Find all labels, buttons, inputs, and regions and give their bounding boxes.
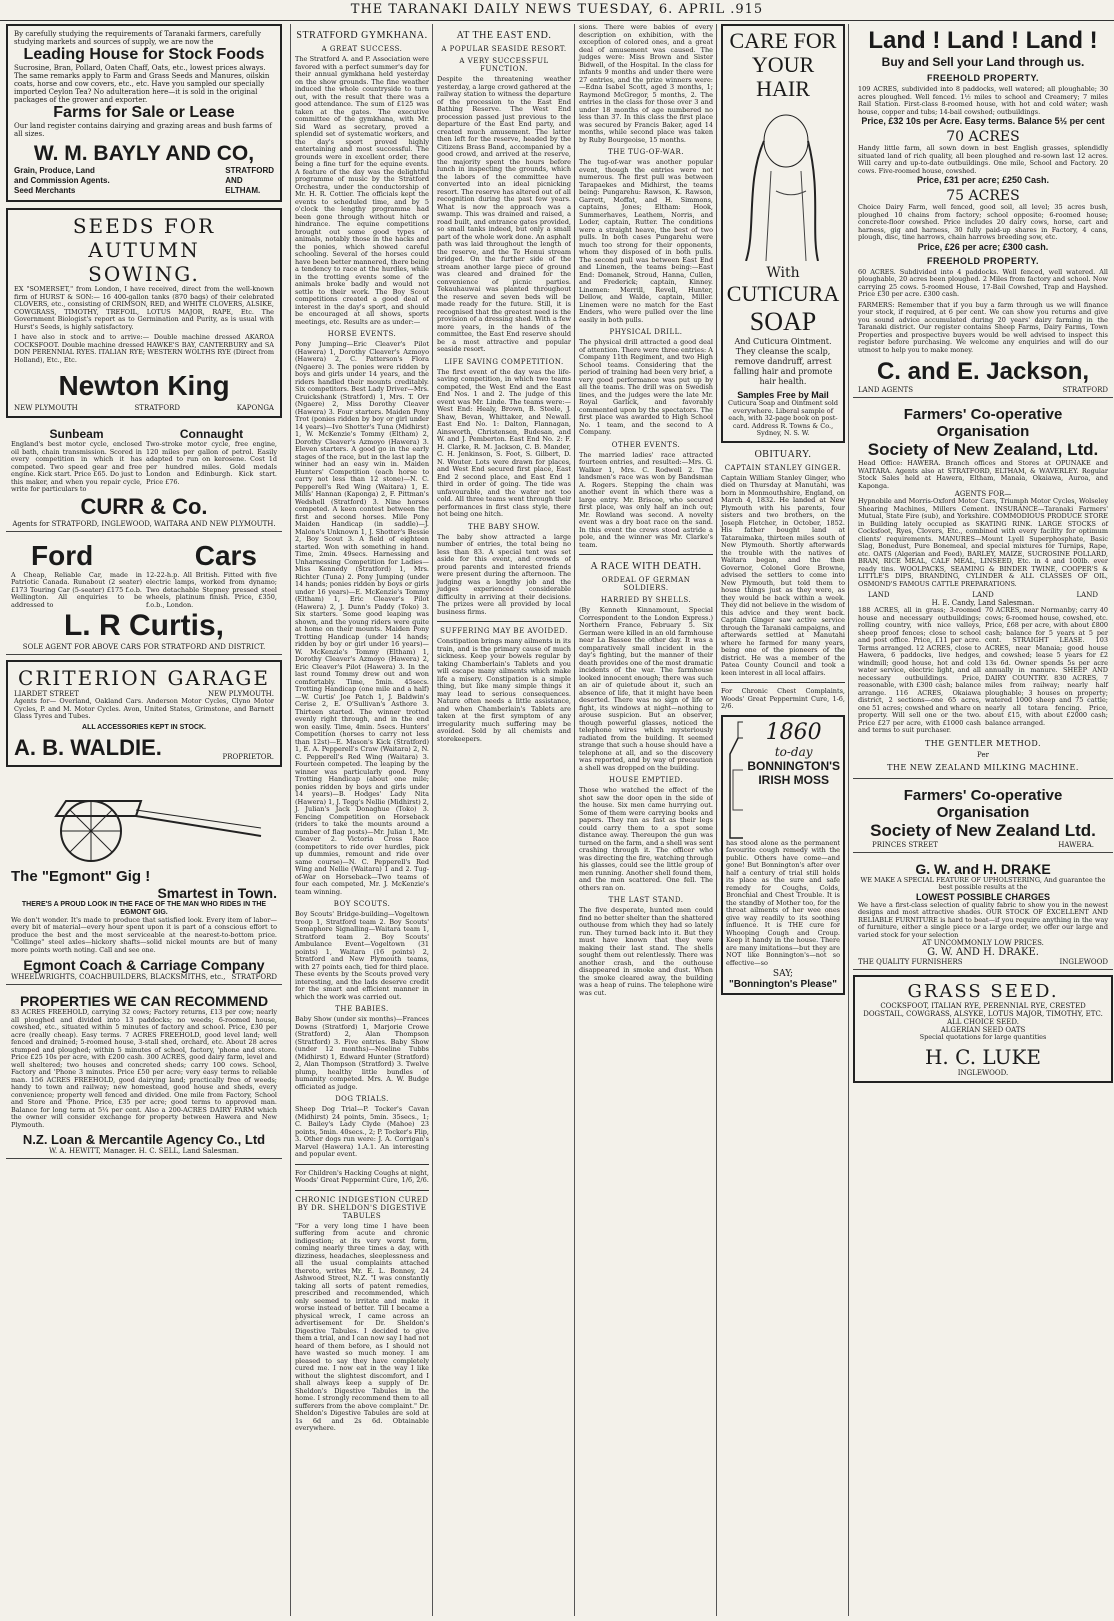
cuticura-text: And Cuticura Ointment. They cleanse the scalp, remove dandruff, arrest falling hair and promote hair health. bbox=[733, 337, 833, 386]
waldie-name: A. B. WALDIE. bbox=[14, 734, 162, 760]
cuticura-name: CUTICURA bbox=[726, 281, 840, 306]
property-70-heading: 70 ACRES bbox=[946, 129, 1020, 145]
ford-text-1: A Cheap, Reliable Car, made in Patriotic Canada. Runabout (2 seater) £173 Touring Car (5-seater) £175 f.o.b. Wellington. All enquiries to be addressed to bbox=[11, 570, 142, 609]
egmont-footer bbox=[11, 973, 277, 981]
bayly-intro: By carefully studying the requirements of Taranaki farmers, carefully studying markets and sources of supply, we are now the bbox=[14, 30, 261, 46]
east-end-sub-2: A VERY SUCCESSFUL FUNCTION. bbox=[459, 57, 549, 73]
farmers2-city: HAWERA. bbox=[1058, 840, 1094, 849]
gymkhana-intro: The Stratford A. and P. Association were favored with a perfect summer's day for their annual gymkhana held yesterday on the show grounds. The fine weather induced the whole countryside to turn out, with the result that there was a good attendance. The sum of £125 was taken at the gates. The executive committee of the gymkhana, with Mr. Sid Ward as secretary, proved a splendid set of systematic workers, and the day's sport proved highly entertaining and most successful. The grounds were in excellent order, there being a fine turf for the equine events. A feature of the day was the delightful programme of music by the Stratford Orchestra, under the conductorship of Mr. H. R. Cottier. The officials kept the events to scheduled time, and by 5 o'clock the lengthy programme had been gone through without hitch or hindrance. The equine competitions brought out some good types of animals, notably those in the hacks and the ponies, which showed careful schooling. Several of the horses could have been better mannered, there being a tendency to race at the hurdles, while in the trotting events some of the animals broke badly and would not settle to their work. The Boy Scout competitions created a good deal of interest in the day's sport, and should be encouraged at all shows, sports meetings, etc. Results are as under:— bbox=[295, 55, 429, 326]
suffering-heading: SUFFERING MAY BE AVOIDED. bbox=[440, 627, 568, 635]
bonnington-advert bbox=[721, 715, 845, 996]
candy-name: H. E. Candy, Land Salesman. bbox=[931, 599, 1035, 607]
chest-cure-ad: For Chronic Chest Complaints, Woods' Great Peppermint Cure, 1-6, 2/6. bbox=[721, 687, 845, 710]
curtis-sub: SOLE AGENT FOR ABOVE CARS FOR STRATFORD AND DISTRICT. bbox=[22, 643, 266, 651]
land-row bbox=[858, 591, 1108, 599]
farmers2-street: PRINCES STREET bbox=[872, 840, 938, 849]
curr-agents: Agents for STRATFORD, INGLEWOOD, WAITARA AND NEW PLYMOUTH. bbox=[12, 519, 276, 528]
last-stand-text: The five desperate, hunted men could find no better shelter than the shattered outhouse from which they had so lately run. They turned back into it. But they must have known that they were making their last stand. The shells sought them out relentlessly. There was another crash, and the outhouse disappeared in smoke and dust. When the smoke cleared away, the building was a heap of ruins. The telephone wire was cut. bbox=[579, 906, 713, 997]
garage-heading: CRITERION GARAGE bbox=[18, 666, 270, 690]
bayly-place-2: AND bbox=[225, 176, 243, 185]
grass-list: COCKSFOOT, ITALIAN RYE, PERENNIAL RYE, CRESTED DOGSTAIL, COWGRASS, ALSYKE, LOTUS MAJOR, TIMOTHY, ETC. bbox=[863, 1002, 1103, 1018]
ford-heading bbox=[11, 540, 277, 572]
drake-place: INGLEWOOD bbox=[1059, 958, 1108, 966]
land-word-3: LAND bbox=[1076, 591, 1098, 599]
curtis-name: L. R Curtis, bbox=[63, 609, 224, 642]
obituary-sub: CAPTAIN STANLEY GINGER. bbox=[724, 463, 842, 472]
bayly-place-1: STRATFORD bbox=[225, 166, 274, 175]
drake-name: G. W. AND H. DRAKE. bbox=[927, 947, 1039, 958]
bonnington-please: "Bonnington's Please" bbox=[729, 979, 837, 990]
column-5 bbox=[716, 24, 845, 1616]
bayly-heading-farms: Farms for Sale or Lease bbox=[53, 104, 235, 121]
other-events-heading: OTHER EVENTS. bbox=[611, 440, 681, 449]
dog-trials-text: Sheep Dog Trial—P. Tocker's Cavan (Midhirst) 24 points, 5min. 35secs., 1; C. Bailey's Lady Clyde (Mahoe) 23 points, 5min. 40secs., 2; P. Tocker's Flip, 3. Other dogs run were: J. A. Corrigan's Marvel (Hawera) 1.A.1. An interesting and popular event. bbox=[295, 1105, 429, 1158]
bonnington-name-1: BONNINGTON'S bbox=[747, 758, 840, 773]
farmers-text-1: Head Office: HAWERA. Branch offices and Stores at OPUNAKE and WAITARA. Agents also at STRATFORD, ELTHAM, & WAVERLEY. Regular Stock Sales held at Hawera, Eltham, Manaia, Okaiawa, Auroa, and Kaponga. bbox=[858, 459, 1108, 490]
properties-heading: PROPERTIES WE CAN RECOMMEND bbox=[19, 993, 269, 1009]
ford-word: Ford bbox=[31, 539, 94, 571]
gig-illustration bbox=[11, 776, 275, 864]
bayly-place-3: ELTHAM. bbox=[225, 186, 261, 195]
bayly-footer bbox=[14, 166, 274, 196]
property-75-heading: 75 ACRES bbox=[946, 188, 1020, 204]
farmers2-heading-2: Society of New Zealand Ltd. bbox=[870, 820, 1096, 840]
garage-advert bbox=[6, 660, 282, 767]
babies-heading: THE BABIES. bbox=[335, 1005, 389, 1013]
jackson-place: STRATFORD bbox=[1062, 386, 1108, 394]
cuticura-with: With bbox=[766, 265, 800, 281]
babies-text: Baby Show (under six months)—Frances Downs (Stratford) 1, Marjorie Crowe (Stratford) 2, Alan Thompson (Stratford) 3. Five entries. Baby Show (under 12 months)—Noeline Tubbs (Midhirst) 1, Edward Hunter (Stratford) 2, Alan Thompson (Stratford) 3. Twelve plump, healthy little bundles of humanity competed. Mrs. A. W. Budge officiated as judge. bbox=[295, 1015, 429, 1091]
nz-loan-names: W. A. HEWITT, Manager. H. C. SELL, Land Salesman. bbox=[49, 1147, 239, 1155]
land-heading: Land ! Land ! Land ! bbox=[868, 27, 1098, 54]
newton-king-name: Newton King bbox=[58, 370, 230, 401]
last-stand-heading: THE LAST STAND. bbox=[608, 896, 684, 904]
garage-city: NEW PLYMOUTH. bbox=[208, 690, 274, 698]
drake-advert bbox=[853, 858, 1113, 971]
seed-oats: ALGERIAN SEED OATS bbox=[940, 1026, 1026, 1034]
gig-subtitle: Smartest in Town. bbox=[157, 884, 277, 901]
gig-text: We don't wonder. It's made to produce that satisfied look. Every item of labor—every bit of material—every hour spent upon it is part of a conscious effort to produce the best and the most serviceable at the nearest-to-bottom price. "Collinge" steel axles—hickory shafts—solid nickel mounts are but of many more points worth noting. Call and see one. bbox=[11, 915, 277, 954]
cuticura-small-print: Cuticura Soap and Ointment sold everywhere. Liberal sample of each, with 32-page book on post-card. Address R. Towns & Co., Sydney, N. S. W. bbox=[727, 399, 839, 437]
land-word-2: LAND bbox=[972, 591, 994, 599]
bayly-farms-text: Our land register contains dairying and grazing areas and bush farms of all sizes. bbox=[14, 122, 272, 138]
digestive-text: "For a very long time I have been suffering from acute and chronic indigestion; at its very worst form, coming nearly three times a day, with dizziness, headaches, sleeplessness and all the usual complaints attached thereto, writes Mr. E. L. Bonney, 24 Ashwood Street, N.Z. "I was constantly taking all sorts of patent remedies, prescribed and recommended, which only seemed to irritate and make it worse instead of better. Till I became a physical wreck, I came across an advertisement for Dr. Sheldon's Digestive Tabules. I decided to give them a trial, and I can now say I had not heard of them before, as I should not have wasted so much money. I am pleased to say they have completely cured me. I now eat in the way I like without the slightest discomfort, and I shall always keep a supply of Dr. Sheldon's Digestive Tabules in the home. I strongly recommend them to all sufferers from the above complaint." Dr. Sheldon's Digestive Tabules are sold at 1s 6d and 2s 6d. Obtainable everywhere. bbox=[295, 1221, 429, 1432]
egmont-company: Egmont Coach & Carriage Company bbox=[23, 957, 265, 973]
race-sub-2: HARRIED BY SHELLS. bbox=[600, 596, 692, 604]
drake-low-prices: AT UNCOMMONLY LOW PRICES. bbox=[922, 939, 1044, 947]
gig-heading-2: THERE'S A PROUD LOOK IN THE FACE OF THE MAN WHO RIDES IN THE EGMONT GIG. bbox=[21, 900, 267, 916]
farmers-text-2: Hypnobile and Morris-Oxford Motor Cars, Triumph Motor Cycles, Wolseley Shearing Machines, Millers Cement. INSURANCE—Taranaki Farmers' Mutual, State Fire (sub), and Yorkshire. COMMODIOUS PRODUCE STORE in Building lately occupied as SKATING RINK. LARGE STOCKS of Cocksfoot, Ryes, Clovers, Etc., combined with every facility for optimum clients' requirements. MANURES—Mount Lyell Superphosphate, Basic Slag, Bonedust, Pure Bonemeal, and special mixtures for Turnips, Rape, etc. OATS (Algerian and Feed), BARLEY, MAIZE, SUCROSINE POLLARD, BRAN, RICE MEAL, CALF MEAL, LINSEED, Etc. in 4 and 100lb. ever ready tins. WOOLPACKS, SEAMING & BINDER TWINE, COOPER'S & LITTLE'S DIPS, BRANDING, CYLINDER & ALL CLASSES OF OIL, OSMOND'S FAMOUS CATTLE PREPARATIONS. bbox=[858, 497, 1108, 588]
land-word-1: LAND bbox=[868, 591, 890, 599]
seeds-text: EX "SOMERSET," from London, I have received, direct from the well-known firm of HURST & SON:— 16 400-gallon tanks (870 bags) of their celebrated CLOVERS, etc., consisting of CRIMSON, RED, and WHITE CLOVERS, ALSIKE, COWGRASS, TIMOTHY, TREFOIL, LOTUS MAJOR, RAPE, Etc. The Government Biologist's report as to Germination and Purity, as is usual with Hurst's Seeds, is highly satisfactory. bbox=[14, 285, 274, 331]
column-4 bbox=[574, 24, 713, 1616]
garage-accessories: ALL ACCESSORIES KEPT IN STOCK. bbox=[82, 723, 206, 731]
digestive-heading: CHRONIC INDIGESTION CURED BY DR. SHELDON'S DIGESTIVE TABULES bbox=[295, 1195, 429, 1220]
baby-show-heading: THE BABY SHOW. bbox=[467, 522, 540, 531]
bayly-heading-stock: Leading House for Stock Foods bbox=[23, 46, 265, 63]
farmers-coop-advert-2 bbox=[853, 784, 1113, 853]
egmont-gig-advert bbox=[6, 773, 282, 986]
property-109-text: 109 ACRES, subdivided into 8 paddocks, well watered; all ploughable; 30 acres ploughed. Well fenced. 1½ miles to school and Creamery; 7 miles Rail Station. First-class 8-roomed house, with hot and cold water; wash house, copper and tubs; 14-bail cowshed; outbuildings. bbox=[858, 85, 1108, 116]
farmers-note: FARMERS: Remember that if you buy a farm through us we will finance your stock, if required, at 6 per cent. We can show you returns and give you sound advice accumulated during 20 years' dairy farming in the Taranaki district. Our register contains Sheep Farms, Dairy Farms, Town Properties and prospective buyers would be well advised to inspect this register before purchasing. We welcome any enquiries and will do our utmost to help you to make money. bbox=[858, 300, 1108, 354]
tug-of-war-heading: THE TUG-OF-WAR. bbox=[608, 148, 684, 156]
properties-advert bbox=[6, 990, 282, 1159]
drake-lowest: LOWEST POSSIBLE CHARGES bbox=[915, 891, 1050, 902]
farmers-coop-advert bbox=[853, 403, 1113, 779]
connaught-text: Two-stroke motor cycle, free engine, 120 miles per gallon of petrol. Easily adapted to run on kerosene. Cost 1d per hundred miles. Gold medals London and Edinburgh. Kick start. Price £76. bbox=[146, 440, 277, 486]
milking-machine: THE NEW ZEALAND MILKING MACHINE. bbox=[887, 762, 1079, 772]
physical-drill-text: The physical drill attracted a good deal of attention. There were three entries: A Company 11th Regiment, and two High School teams. Considering that the period of training had been very brief, a very good performance was put up by all the teams. The drill was on Swedish lines, and the judges were the late Mr. Royal Garlick, and favorably commented upon by the spectators. The first place was awarded to High School No. 1 team, and the second to A Company. bbox=[579, 338, 713, 436]
newton-places bbox=[14, 404, 274, 412]
east-end-text: Despite the threatening weather yesterday, a large crowd gathered at the railway station to witness the departure of the procession to the East End Bathing Reserve. The West End procession passed just previous to the departure of the East End party, and created much amusement. The latter then left for the reserve, headed by the Citizens Brass Band, accompanied by a good crowd, and arrived at the reserve, the majority spent the hours before lunch in inspecting the grounds, which the labors of the committee have converted into an ideal picnicking resort. The reserve has altered out of all recognition during the past few years. What is now the approach was a swamp. This was drained and raised, a road built, and entrance gates provided, so small tanks indeed, but only a small part of the whole work done. An asphalt path was laid throughout the length of the reserve, and the Te Henui stream bridged. On the further side of the stream another large piece of ground was cleared and drained for the convenience of picnic parties. Tekauhauwai was planted throughout the reserve and seven beds will be made ready for the future. Still, it is recognised that the greatest need is the provision of a dressing shed. With a few more years, in the hands of the committee, the East End reserve should be a most attractive and popular seaside resort. bbox=[437, 75, 571, 353]
freehold-heading-2: FREEHOLD PROPERTY. bbox=[926, 255, 1039, 266]
grass-choice: ALL CHOICE SEED. bbox=[947, 1018, 1019, 1026]
boy-scouts-text: Boy Scouts' Bridge-building—Vogeltown troop 1, Stratford team 2. Boy Scouts' Semaphore Signalling—Waitara team 1, Stratford team 2. Boy Scouts' Ambulance Event—Vogeltown (31 points) 1, Waitara (16 points) 2, Stratford and New Plymouth teams, with 27 points each, tied for third place. These events by the Scouts proved very interesting, and the lads deserve credit for the smart and efficient manner in which the work was carried out. bbox=[295, 910, 429, 1001]
life-saving-text: The first event of the day was the life-saving competition, in which two teams competed, the West End and the East End Nos. 1 and 2. The judge of this event was Mr. Linde. The teams were:—West End: Healy, Brown, B. Steele, J. Shaw, Bevan, Whittaker, and Newall. East End No. 1: Dalton, Flannagan, Ainsworth, Christensen, Budesan, and W. and J. Pemberton. East End No. 2: F. H. Clarke, R. M. Jackson, C. B. Mander, C. H. Jenkinson, S. Foot, S. Gilbert, D. N. Wouter. Lots were drawn for places, and West End secured first place, East End 2 second place, and East End 1 third in order of going. The tide was unfavourable, and the water not too cold. All three teams went through their performances in first class style, there not being one hitch. bbox=[437, 367, 571, 518]
curr-name: CURR & Co. bbox=[80, 493, 208, 519]
life-saving-heading: LIFE SAVING COMPETITION. bbox=[444, 357, 564, 366]
garage-street: LIARDET STREET bbox=[14, 690, 79, 698]
farmers-heading-1: Farmers' Co-operative Organisation bbox=[903, 406, 1063, 440]
ford-advert bbox=[6, 537, 282, 656]
grass-seed-advert bbox=[853, 975, 1113, 1083]
bayly-advert bbox=[6, 24, 282, 202]
property-70-price: Price, £31 per acre; £250 Cash. bbox=[916, 175, 1050, 185]
property-75-price: Price, £26 per acre; £300 cash. bbox=[917, 241, 1049, 252]
seeds-text-2: I have also in stock and to arrive:— Double machine dressed AKAROA COCKSFOOT. Double machine dressed HAWKE'S BAY, CANTERBURY and SA DON PERENNIAL RYES. ITALIAN RYE; WESTERN WOLTHS RYE (Direct from Holland), Etc., Etc. bbox=[14, 333, 274, 364]
property-109-price: Price, £32 10s per Acre. Easy terms. Balance 5½ per cent bbox=[861, 116, 1105, 126]
woman-hair-illustration bbox=[726, 101, 838, 261]
obituary-text: Captain William Stanley Ginger, who died on Thursday at Manutahi, was born in Monmouthshire, England, on March 4, 1832. He landed at New Plymouth with his parents, four sisters and two brothers, on the Joseph Fletcher, in October, 1852. His father bought land at Tataraimaka, thirteen miles south of New Plymouth. Shortly afterwards the trouble with the natives of Waitara began, and the then Governor, Colonel Gore Browne, advised the settlers to come into New Plymouth, but told them to house things just as they were, as they would be back within a week. They did not believe in the wisdom of this advice and they went back. Captain Ginger saw active service through the Taranaki campaigns, and afterwards settled at Manutahi where he farmed for many years, being one of the pioneers of the district. He was a member of the Patea County Council and took a keen interest in all local affairs. bbox=[721, 473, 845, 677]
column-3 bbox=[432, 24, 571, 1616]
bonnington-year: 1860 bbox=[765, 719, 822, 745]
egmont-trades: WHEELWRIGHTS, COACHBUILDERS, BLACKSMITHS, etc., bbox=[11, 973, 226, 981]
bonnington-text: has stood alone as the permanent favourite cough remedy with the public. Others have come—and gone! But Bonnington's after over half a century of trial still holds its place as the sure and safe remedy for Coughs, Colds, Bronchial and Chest Trouble. It is the standby of Mother too, for the throat ailments of her wee ones give way readily to its soothing influence. It is THE cure for Whooping Cough and Croup. Keep it handy in the house. There are many imitations—but they are NOT like Bonnington's—not so effective—so bbox=[726, 838, 840, 967]
race-text: (By Kenneth Kinnamount, Special Correspondent to the London Express.) Northern France, February 5. Six German were killed in an old farmhouse near La Bassee the other day. It was a comparatively small incident in the day's fighting, but the manner of their death provides one of the most dramatic incidents of the war. The farmhouse looked innocent enough; there was such an air of quietude about it, such an absence of life, that it might have been deserted. There was no sign of life or fight, its windows at night—nothing to arouse suspicion. But an observer, though powerful glasses, noticed the telephone wires which mysteriously radiated from the building. It seemed strange that such a house should have a telephone at all, and so the discovery was reported, and by way of precaution a shell was dropped on the building. bbox=[579, 606, 713, 772]
grass-heading: GRASS SEED. bbox=[907, 981, 1059, 1002]
per-word: Per bbox=[977, 750, 989, 759]
seeds-advert bbox=[6, 208, 282, 418]
cuticura-advert bbox=[721, 24, 845, 443]
gymkhana-title: STRATFORD GYMKHANA. bbox=[296, 30, 428, 41]
connaught-heading: Connaught bbox=[179, 427, 244, 441]
bonnington-name-2: IRISH MOSS bbox=[758, 772, 830, 787]
horse-events-heading: HORSE EVENTS. bbox=[327, 330, 397, 338]
farmers-heading-2: Society of New Zealand, Ltd. bbox=[867, 440, 1099, 459]
cuticura-heading-2: YOUR HAIR bbox=[751, 52, 815, 101]
column-1 bbox=[6, 24, 282, 1616]
drake-quality: THE QUALITY FURNISHERS bbox=[858, 958, 963, 966]
quotations: Special quotations for large quantities bbox=[919, 1033, 1047, 1041]
masthead: THE TARANAKI DAILY NEWS TUESDAY, 6. APRIL .915 bbox=[0, 0, 1114, 21]
jackson-land-advert bbox=[853, 24, 1113, 398]
jackson-land-agents: LAND AGENTS bbox=[858, 386, 914, 394]
cuticura-heading-1: CARE FOR bbox=[729, 28, 837, 53]
jackson-name: C. and E. Jackson, bbox=[876, 358, 1090, 385]
newton-place-1: NEW PLYMOUTH bbox=[14, 404, 78, 412]
drake-footer bbox=[858, 958, 1108, 966]
drake-text-1: WE MAKE A SPECIAL FEATURE OF UPHOLSTERING, And guarantee the best possible results at the bbox=[860, 875, 1106, 891]
gentler-heading: THE GENTLER METHOD. bbox=[924, 738, 1042, 748]
candy-text-1: 188 ACRES, all in grass; 3-roomed house and necessary outbuildings; rolling country, with nice valleys, sheep proof fences; close to school and post office. Price, £11 per acre. Terms arranged. 12 ACRES, close to Hawera, 6 paddocks, live hedges, windmill; good house, hot and cold water service, electric light, and all necessary outbuildings. Price, reasonable, with £300 cash; balance arrange. 116 ACRES, Okaiawa district, 2 sections—one 65 acres, one 51 acres; cowshed and whare on property. Will sell one or the two. Price £27 per acre, with £1000 cash and terms to suit purchaser. bbox=[858, 606, 981, 734]
waldie-prop: PROPRIETOR. bbox=[222, 752, 274, 761]
candy-text-2: 70 ACRES, near Normanby; carry 40 cows; 6-roomed house, cowshed, etc. Price, £68 per acre, with about £800 cash; balance for 5 years at 5 per cent. STRAIGHT LEASE. 103 ACRES, near Manaia; good house and cowshed; lease 5 years for £2 13s 6d. Owner spends 5s per acre annually in manure. SHEEP AND DAIRY COUNTRY. 830 ACRES, 7 miles from railway; nearly half ploughable; 3 houses on property; watered 1000 sheep and 75 cattle; nearly all totara fencing. Price, about £15, with about £2000 cash; balance arranged. bbox=[985, 606, 1108, 727]
baby-show-continued: sions. There were babies of every description on exhibition, with the exception of colored ones, and a great deal of amusement was caused. The judges were: Miss Brown and Sister Bidwell, of the Hospital. In the class for infants 9 months and under there were 27 entries, and the prize winners were:—Edna Isabel Scott, aged 3 months, 1; Raymond McGregor, 5 months, 2. The entries in the class for those over 3 and under 18 months of age numbered no less than 37. In this class the first place was secured by Francis Baker, aged 14 months, while second place was taken by Ruby Bourgeoise, 15 months. bbox=[579, 24, 713, 144]
cuticura-samples: Samples Free by Mail bbox=[737, 390, 829, 400]
house-emptied-text: Those who watched the effect of the shot saw the door open in the side of the house. Six men came hurrying out. Some of them were carrying books and papers. They ran as fast as their legs could carry them to a spot some distance away. Thereupon the gun was turned on the farm, and a shell was sent crashing through it. The officer who was directing the fire, watching through his glasses, could see the little group of men running. Another shell found them, and the men scattered. One fell. The others ran on. bbox=[579, 786, 713, 892]
land-subheading: Buy and Sell your Land through us. bbox=[881, 55, 1085, 69]
peppermint-cure-ad: For Children's Hacking Coughs at night, Woods' Great Peppermint Cure, 1/6, 2/6. bbox=[295, 1168, 429, 1184]
race-with-death-title: A RACE WITH DEATH. bbox=[590, 561, 702, 572]
sunbeam-heading: Sunbeam bbox=[49, 427, 104, 441]
house-emptied-heading: HOUSE EMPTIED. bbox=[609, 776, 683, 784]
newton-place-3: KAPONGA bbox=[236, 404, 274, 412]
horse-events-text: Pony Jumping—Eric Cleaver's Pilot (Hawera) 1, Dorothy Cleaver's Azmoyo (Hawera) 2, C. Patterson's Flora (Ngaere) 3. The ponies were ridden by boys and girls under 14 years, and the riders handled their mounts creditably. Six competitors. Best Lady Driver—Mrs. Cruickshank (Stratford) 1, Mrs. T. Orr (Ngaere) 2, Miss Dorothy Cleaver (Hawera) 3. Four starters. Maiden Pony Trot (ponies ridden by boy or girl under 14 years)—Ivo Shotter's Tuna (Midhirst) 1, W. McKenzie's Tommy (Eltham) 2, Dorothy Cleaver's Azmoyo (Hawera) 3. Eleven starters. A good go in the early stages of the race, but in the last lap the winner had an easy win in. Maiden Hunters' Competition (each horse to carry not less than 12 stone)—N. C. Pepperell's Red Wing (Waitara) 1, E. Mills' Hannan (Kaponga) 2, F. Pittman's Wedshell (Stratford) 3. Nine horses competed. A keen contest between the first and second horses. Mile Pony Maiden Handicap (in saddle)—J. Malone's Unknown 1, J. Shotter's Bessie 2, Boy Scout 3. A field of eighteen started. Won with something in hand. Time, 2min. 49secs. Harnessing and Unharnessing Competition for Ladies—Miss Kennedy (Stratford) 1, Mrs. Richter (Tuna) 2. Pony Jumping (under 14 hands; ponies ridden by boys or girls under 16 years)—E. McKenzie's Tommy (Eltham) 1, Eric Cleaver's Pilot (Hawera) 2, J. Dunn's Paddy (Toko) 3. Six starters. Some good leaping was shown, and the young riders were quite at home on their mounts. Maiden Pony Trotting Handicap (under 14 hands; ridden by boy or girl under 16 years)—W. McKenzie's Tommy (Eltham) 1, Dorothy Cleaver's Azmoyo (Hawera) 2, Eric Cleaver's Pilot (Hawera) 3. In the last round Tommy drew out and won comfortably. Time, 5min. 45secs. Trotting Handicap (one mile and a half)—W. Curtis' Joe Patch 1, J. Baldwin's Cerise 2, E. O'Sullivan's Asthore 3. Thirteen started. The winner trotted evenly right through, and in the end won easily. Time, 4min. 5secs. Hunters' Competition (horses to carry not less than 12st)—E. Mason's Kick (Stratford) 1, E. A. Pepperell's Craw (Waitara) 2, N. C. Pepperell's Red Wing (Waitara) 3. Fourteen competed. The leaping by the winner was particularly good. Pony Trotting Handicap (about one mile; ponies ridden by boys and girls under 14 years)—B. Hodges' Lady Nita (Hawera) 1, J. Tegg's Nellie (Midhirst) 2, J. Julian's Jack Donaghue (Toko) 3. Fencing Competition on Horseback (riders to take the mounts around a number of flag posts)—Mr. Julian 1, Mr. Cleaver 2. Victoria Cross Race (competitors to ride over hurdles, pick up dummies, remount and ride over same course)—N. C. Pepperell's Red Wing and Nellie (Waitara) 1 and 2. Tug-of-War on Horseback—Two teams of four each competed, Mr. J. McKenzie's team winning. bbox=[295, 340, 429, 896]
physical-drill-heading: PHYSICAL DRILL. bbox=[609, 328, 683, 336]
dog-trials-heading: DOG TRIALS. bbox=[335, 1095, 389, 1103]
bonnington-say: SAY; bbox=[772, 969, 794, 979]
bonnington-today: to-day bbox=[774, 744, 813, 759]
freehold-heading: FREEHOLD PROPERTY. bbox=[926, 73, 1039, 83]
sunbeam-text: England's best motor cycle, enclosed oil bath, chain transmission. Scored in every competition in which it has competed. Two speed gear and free engine. Kick start. Price £65. Do just to this maker, and when you repair cycle, write for particulars to bbox=[11, 440, 142, 493]
cuticura-soap: SOAP bbox=[749, 307, 817, 336]
luke-name: H. C. LUKE bbox=[924, 1044, 1042, 1069]
baby-show-text: The baby show attracted a large number of entries, the total being no less than 83. A special tent was set aside for this event, and crowds of proud parents and interested friends were present during the afternoon. The judging was a lengthy job and the judges experienced considerable difficulty in arriving at their decisions. The prizes were all provided by local business firms. bbox=[437, 532, 571, 616]
bayly-name: W. M. BAYLY AND CO, bbox=[33, 142, 255, 165]
bayly-desc-1: Grain, Produce, Land bbox=[14, 166, 95, 175]
bottle-illustration bbox=[726, 720, 743, 840]
waldie-row bbox=[14, 735, 274, 761]
tug-of-war-text: The tug-of-war was another popular event, though the entries were not numerous. The first pull was between Tarapaekes and Midhirst, the teams being: Pungarehu: Rawson, K. Rawson, Garrett, Moffat, and H. Simmons, captains, Jones; Eltham: Hook, Summerhaves, Leathem, Norris, and Loder, captain, Rutter. The conditions were a straight heave, the best of two pulls. In both cases Pungarehu were much too strong for their opponents, whom they disposed of in both pulls. The second pull was between East End and Linemen, the teams being:—East End: Domanek, Stroud, Hanna, Cullen, and Frederick; captain, Kinney. Linemen: Merrill, Revell, Hunter, Dellow, and Walde, captain, Miller. Linemen were no match for the East Enders, who were pulled over the line easily in both pulls. bbox=[579, 158, 713, 324]
egmont-place: STRATFORD bbox=[231, 973, 277, 981]
race-sub-1: ORDEAL OF GERMAN SOLDIERS. bbox=[601, 576, 691, 592]
gymkhana-sub: A GREAT SUCCESS. bbox=[321, 45, 403, 53]
east-end-title: AT THE EAST END. bbox=[456, 30, 552, 41]
column-2 bbox=[290, 24, 429, 1616]
other-events-text: The married ladies' race attracted fourteen entries, and resulted:—Mrs. G. Walker 1, Mrs. C. Rodwell 2. The landsmen's race was won by Bandsman A. Rogers. Stepping the chain was another event in which there was a large entry. Mr. Briscoe, who secured first place, was only half an inch out; Mr. Rowland was second. A novelty event was a dry boat race on the sand. In this event the crews stood astride a pole, and the winner was Mr. Clarke's team. bbox=[579, 450, 713, 549]
nz-loan-name: N.Z. Loan & Mercantile Agency Co., Ltd bbox=[22, 1132, 266, 1147]
seeds-heading-1: SEEDS FOR AUTUMN bbox=[72, 214, 216, 262]
ford-text-2: 12-22-h.p. All British. Fitted with five electric lamps, worked from dynamo; Two detachable Stepney pressed steel wheels, platinum finish. Price, £350, f.o.b., London. bbox=[146, 570, 277, 609]
property-75-text: Choice Dairy Farm, well fenced, good soil, all level; 35 acres bush, ploughed 10 chains from factory; school opposite; 6-roomed house; concrete-floor cowshed. Price includes 20 dairy cows, horse, cart and harness, gig and harness, 30 fully paid-up shares in Factory, 4 cans, plough, disc, tine harrows, chain harrows breeding sow, etc. bbox=[858, 203, 1108, 241]
drake-text-2: We have a first-class selection of quality fabric to show you in the newest designs and most attractive shades. OUR STOCK OF EXCELLENT AND RELIABLE FURNITURE is hard to beat—if you require anything in the way of furniture, either a single piece or a large order, we offer our large and varied stock for your selection bbox=[858, 900, 1108, 939]
gig-title: The "Egmont" Gig ! bbox=[11, 867, 151, 885]
jackson-footer bbox=[858, 386, 1108, 394]
cars-word: Cars bbox=[194, 539, 257, 571]
obituary-heading: OBITUARY. bbox=[754, 448, 812, 460]
property-70-text: Handy little farm, all sown down in best English grasses, splendidly situated land of rich quality, all been ploughed and re-sown last 12 acres. Will carry and up-to-date outbuildings. One mile, School and Factory. 20 cows. Five-roomed house, cowshed. bbox=[858, 144, 1108, 175]
farmers2-heading-1: Farmers' Co-operative Organisation bbox=[903, 786, 1063, 821]
bayly-stock-text: Sucrosine, Bran, Pollard, Oaten Chaff, Oats, etc., lowest prices always. The same remarks apply to Farm and Grass Seeds and Manures, oilskin coats, horse and cow covers, etc., etc. Have you sampled our specially imported Ceylon Tea? No adulteration here—it is sold in the original packages of the grower and exporter. bbox=[14, 64, 270, 104]
drake-heading: G. W. and H. DRAKE bbox=[915, 860, 1051, 877]
bayly-desc-3: Seed Merchants bbox=[14, 186, 76, 195]
boy-scouts-heading: BOY SCOUTS. bbox=[333, 900, 391, 908]
east-end-sub-1: A POPULAR SEASIDE RESORT. bbox=[441, 45, 567, 53]
luke-place: INGLEWOOD. bbox=[957, 1068, 1009, 1077]
motorcycle-advert bbox=[6, 424, 282, 532]
garage-text: Agents for— Overland, Oakland Cars. Anderson Motor Cycles, Clyno Motor Cycles, P. and M. Motor Cycles. Avon, United States, Grimstone, and Barnett Glass Tyres and Tubes. bbox=[14, 697, 274, 720]
farmers-agents: AGENTS FOR— bbox=[954, 490, 1012, 498]
suffering-text: Constipation brings many ailments in its train, and is the primary cause of much sickness. Keep your bowels regular by taking Chamberlain's Tablets and you will escape many ailments which make life a misery. Constipation is a simple thing, but like many simple things it may lead to serious consequences. Nature often needs a little assistance, and when Chamberlain's Tablets are taken at the first symptom of any irregularity much suffering may be avoided. Sold by all chemists and storekeepers. bbox=[437, 637, 571, 743]
property-60-text: 60 ACRES. Subdivided into 4 paddocks. Well fenced, well watered. All ploughable, 20 acres been ploughed. 2 Miles from factory and school. Now carrying 25 cows. 5-roomed House, 17-Bail Cowshed, Trap and Hayshed. Price £30 per acre. £300 cash. bbox=[858, 267, 1108, 298]
farmers2-address bbox=[858, 841, 1108, 849]
column-6 bbox=[848, 24, 1113, 1616]
newton-place-2: STRATFORD bbox=[134, 404, 181, 412]
bayly-desc-2: and Commission Agents. bbox=[14, 176, 110, 185]
seeds-heading-2: SOWING. bbox=[88, 262, 200, 286]
properties-text: 83 ACRES FREEHOLD, carrying 32 cows; Factory returns, £13 per cow; nearly all ploughed and divided into 13 paddocks; no weeds; 6-roomed house, cowshed, etc., situated within 5 minutes of factory and school. Price, £30 per acre (really cheap). Easy terms. 7 ACRES FREEHOLD, good level land; well fenced and drained; 5-roomed house, 3-stall shed, orchard, etc. About 28 acres stumped and ploughed; within 5 minutes of school, factory, 'phone and store. Price £25 10s per acre, with £200 cash. 300 ACRES, good dairy farm, level and well sheltered; two houses and concreted sheds; carry 100 cows. School, Factory and 'Phone 3 minutes. Price £50 per acre; very easy terms to reliable man. 156 ACRES FREEHOLD, good dairying land; practically free of weeds; handy to town and railway; new homestead, good house and sheds, every convenience; property well fenced and divided. One mile from Factory, School and Store and 'Phone. Price, £35 per acre; good terms to approved man. Balance for long term at 5¼ per cent. Also a 200-ACRES DAIRY FARM which the owner will consider exchange for property between Hawera and New Plymouth. bbox=[11, 1008, 277, 1129]
